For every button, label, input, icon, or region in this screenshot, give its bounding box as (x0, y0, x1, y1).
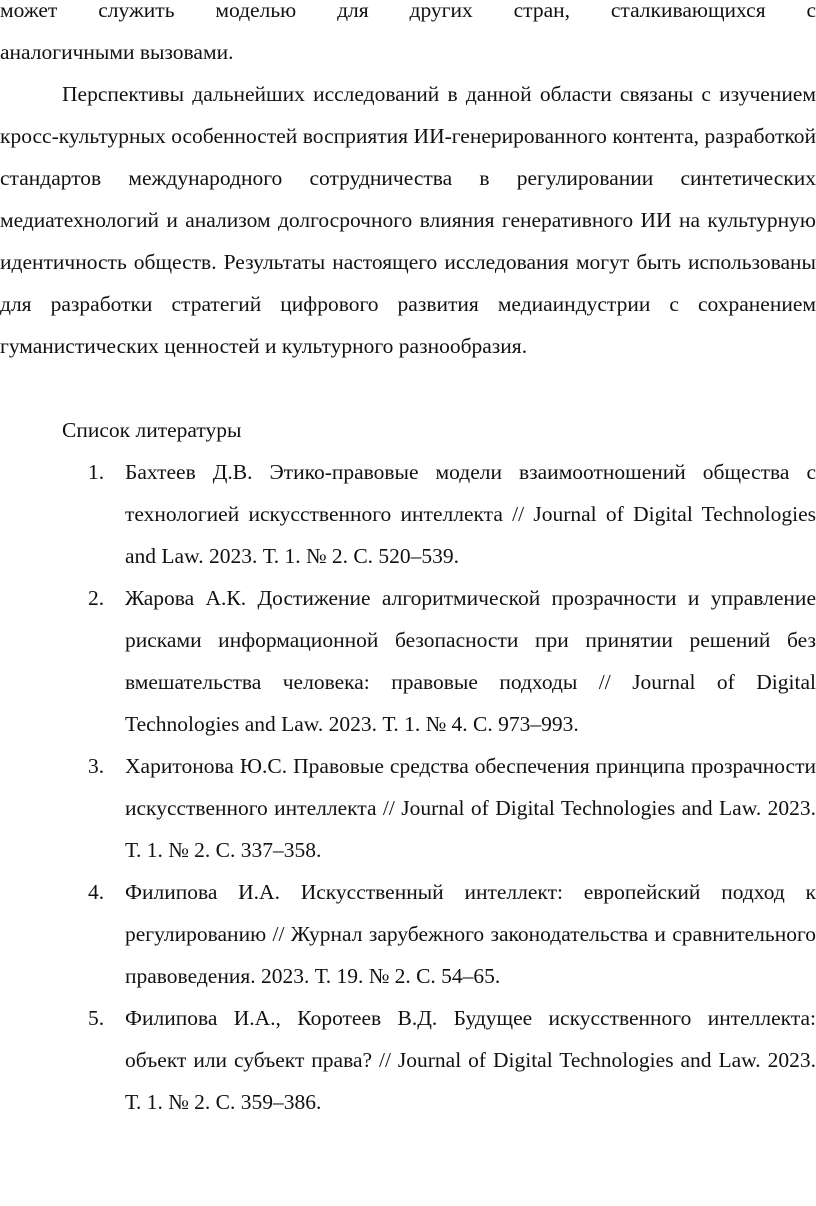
reference-text: Филипова И.А. Искусственный интеллект: европейский подход к регулированию // Журнал зарубежного законодательства и сравнительного правоведения. 2023. Т. 19. № 2. С. 54–65. (125, 880, 816, 988)
perspectives-paragraph: Перспективы дальнейших исследований в данной области связаны с изучением кросс-культурных особенностей восприятия ИИ-генерированного контента, разработкой стандартов международного сотрудничества в регулировании синтетических медиатехнологий и анализом долгосрочного влияния генеративного ИИ на культурную идентичность обществ. Результаты настоящего исследования могут быть использованы для разработки стратегий цифрового развития медиаиндустрии с сохранением гуманистических ценностей и культурного разнообразия. (0, 82, 816, 358)
reference-text: Харитонова Ю.С. Правовые средства обеспечения принципа прозрачности искусственного интеллекта // Journal of Digital Technologies and Law. 2023. Т. 1. № 2. С. 337–358. (125, 754, 816, 862)
reference-text: Жарова А.К. Достижение алгоритмической прозрачности и управление рисками информационной безопасности при принятии решений без вмешательства человека: правовые подходы // Journal of Digital Technologies and Law. 2023. Т. 1. № 4. С. 973–993. (125, 586, 816, 736)
reference-text: Бахтеев Д.В. Этико-правовые модели взаимоотношений общества с технологией искусственного интеллекта // Journal of Digital Technologies and Law. 2023. Т. 1. № 2. С. 520–539. (125, 460, 816, 568)
reference-number: 1. (88, 460, 105, 484)
reference-item (0, 745, 816, 871)
reference-text: Филипова И.А., Коротеев В.Д. Будущее искусственного интеллекта: объект или субъект права? // Journal of Digital Technologies and Law. 2023. Т. 1. № 2. С. 359–386. (125, 1006, 816, 1114)
reference-item (0, 577, 816, 745)
section-gap (0, 367, 816, 409)
reference-number: 2. (88, 586, 105, 610)
reference-item (0, 997, 816, 1123)
reference-number: 3. (88, 754, 105, 778)
reference-number: 4. (88, 880, 105, 904)
references-list (0, 451, 816, 1123)
reference-item (0, 451, 816, 577)
reference-number: 5. (88, 1006, 105, 1030)
reference-item (0, 871, 816, 997)
continuation-line-1: может служить моделью для других стран, сталкивающихся с (0, 0, 816, 22)
references-title: Список литературы (62, 418, 242, 442)
continuation-line-2: аналогичными вызовами. (0, 40, 234, 64)
